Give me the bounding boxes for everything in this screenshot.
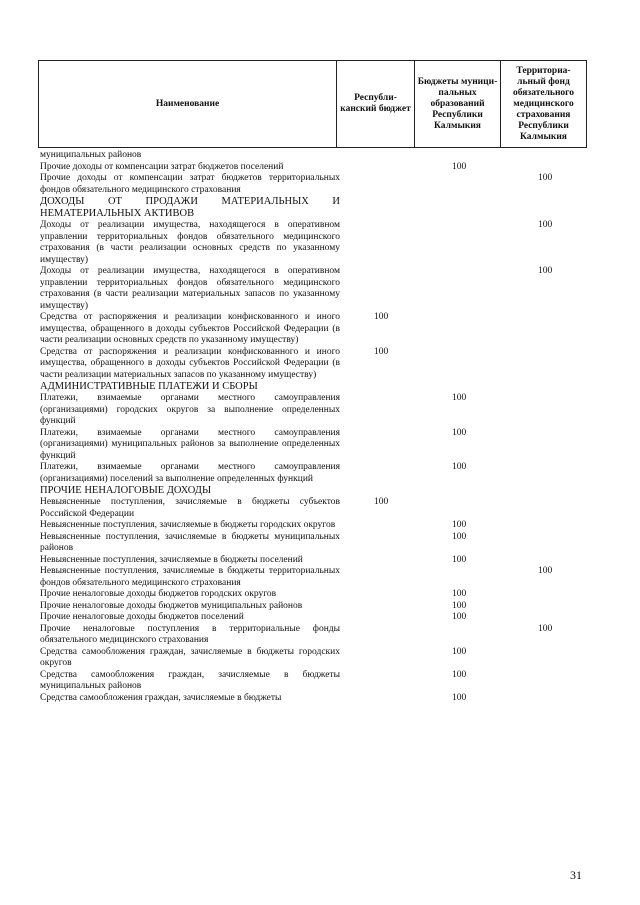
row-name: Средства самообложения граждан, зачисляемые в бюджеты муниципальных районов xyxy=(40,669,340,691)
table-body xyxy=(40,150,586,704)
row-name: Доходы от реализации имущества, находящегося в оперативном управлении территориальных фондов обязательного медицинского страхования (в части реализации основных средств по указанному имуществу) xyxy=(40,220,340,265)
municipal-budget-value: 100 xyxy=(452,692,467,703)
row-name: муниципальных районов xyxy=(40,150,142,160)
row-name: Невыясненные поступления, зачисляемые в бюджеты поселений xyxy=(40,554,303,565)
table-row xyxy=(40,220,586,266)
municipal-budget-value: 100 xyxy=(452,393,467,403)
header-tfoms: Территориа-льный фонд обязательного медицинского страхования Республики Калмыкия xyxy=(501,61,587,148)
municipal-budget-value: 100 xyxy=(452,520,467,530)
section-heading-row xyxy=(40,381,586,393)
row-name: Прочие неналоговые доходы бюджетов городских округов xyxy=(40,589,277,599)
table-row xyxy=(40,693,586,705)
table-row xyxy=(40,589,586,601)
table-row xyxy=(40,347,586,382)
tfoms-value: 100 xyxy=(538,623,553,634)
table-row xyxy=(40,555,586,567)
row-name: АДМИНИСТРАТИВНЫЕ ПЛАТЕЖИ И СБОРЫ xyxy=(40,381,258,392)
header-name: Наименование xyxy=(39,61,337,148)
row-name: Прочие доходы от компенсации затрат бюджетов поселений xyxy=(40,161,284,172)
section-heading-row xyxy=(40,485,586,497)
municipal-budget-value: 100 xyxy=(452,427,467,438)
page-number: 31 xyxy=(570,868,582,882)
municipal-budget-value: 100 xyxy=(452,462,467,472)
municipal-budget-value: 100 xyxy=(452,589,467,599)
table-row xyxy=(40,497,586,520)
row-name: Средства самообложения граждан, зачисляемые в бюджеты xyxy=(40,692,282,703)
row-name: Прочие доходы от компенсации затрат бюджетов территориальных фондов обязательного медицинского страхования xyxy=(40,173,340,195)
row-name: Невыясненные поступления, зачисляемые в бюджеты городских округов xyxy=(40,520,336,530)
header-municipal-budgets: Бюджеты муници-пальных образований Республики Калмыкия xyxy=(415,61,501,148)
row-name: Невыясненные поступления, зачисляемые в бюджеты субъектов Российской Федерации xyxy=(40,497,340,519)
row-name: Средства от распоряжения и реализации конфискованного и иного имущества, обращенного в доходы субъектов Российской Федерации (в части реализации основных средств по указанному имуществу) xyxy=(40,312,340,345)
table-row xyxy=(40,601,586,613)
table-row xyxy=(40,624,586,647)
table-row xyxy=(40,266,586,312)
row-name: Средства от распоряжения и реализации конфискованного и иного имущества, обращенного в доходы субъектов Российской Федерации (в части реализации материальных запасов по указанному имуществу) xyxy=(40,346,340,380)
row-name: Прочие неналоговые доходы бюджетов поселений xyxy=(40,612,244,622)
row-name: ПРОЧИЕ НЕНАЛОГОВЫЕ ДОХОДЫ xyxy=(40,485,212,496)
table-row xyxy=(40,532,586,555)
republican-budget-value: 100 xyxy=(374,497,389,507)
table-row xyxy=(40,647,586,670)
section-heading-row xyxy=(40,196,586,220)
municipal-budget-value: 100 xyxy=(452,646,467,657)
republican-budget-value: 100 xyxy=(374,312,389,322)
municipal-budget-value: 100 xyxy=(452,531,467,542)
republican-budget-value: 100 xyxy=(374,346,389,357)
row-name: Прочие неналоговые доходы бюджетов муниципальных районов xyxy=(40,600,303,611)
table-row xyxy=(40,150,586,162)
row-name: ДОХОДЫ ОТ ПРОДАЖИ МАТЕРИАЛЬНЫХ И НЕМАТЕРИАЛЬНЫХ АКТИВОВ xyxy=(40,196,340,219)
row-name: Платежи, взимаемые органами местного самоуправления (организациями) городских округов за выполнение определенных функций xyxy=(40,393,340,426)
municipal-budget-value: 100 xyxy=(452,161,467,172)
municipal-budget-value: 100 xyxy=(452,600,467,611)
header-republican-budget: Республи-канский бюджет xyxy=(337,61,415,148)
tfoms-value: 100 xyxy=(538,220,553,230)
row-name: Прочие неналоговые поступления в территориальные фонды обязательного медицинского страхования xyxy=(40,623,340,645)
row-name: Доходы от реализации имущества, находящегося в оперативном управлении территориальных фондов обязательного медицинского страхования (в части реализации материальных запасов по указанному имуществу) xyxy=(40,266,340,311)
table-row xyxy=(40,566,586,589)
row-name: Средства самообложения граждан, зачисляемые в бюджеты городских округов xyxy=(40,646,340,668)
table-header xyxy=(38,60,587,148)
table-row xyxy=(40,670,586,693)
table-row xyxy=(40,162,586,174)
row-name: Невыясненные поступления, зачисляемые в бюджеты муниципальных районов xyxy=(40,531,340,553)
municipal-budget-value: 100 xyxy=(452,669,467,680)
table-row xyxy=(40,612,586,624)
table-row xyxy=(40,520,586,532)
tfoms-value: 100 xyxy=(538,266,553,276)
table-row xyxy=(40,173,586,196)
table-row xyxy=(40,428,586,463)
municipal-budget-value: 100 xyxy=(452,612,467,622)
row-name: Платежи, взимаемые органами местного самоуправления (организациями) муниципальных районов за выполнение определенных функций xyxy=(40,427,340,461)
table-row xyxy=(40,393,586,428)
row-name: Платежи, взимаемые органами местного самоуправления (организациями) поселений за выполнение определенных функций xyxy=(40,462,340,484)
municipal-budget-value: 100 xyxy=(452,554,467,565)
row-name: Невыясненные поступления, зачисляемые в бюджеты территориальных фондов обязательного медицинского страхования xyxy=(40,566,340,588)
table-row xyxy=(40,462,586,485)
tfoms-value: 100 xyxy=(538,566,553,576)
table-row xyxy=(40,312,586,347)
tfoms-value: 100 xyxy=(538,173,553,183)
